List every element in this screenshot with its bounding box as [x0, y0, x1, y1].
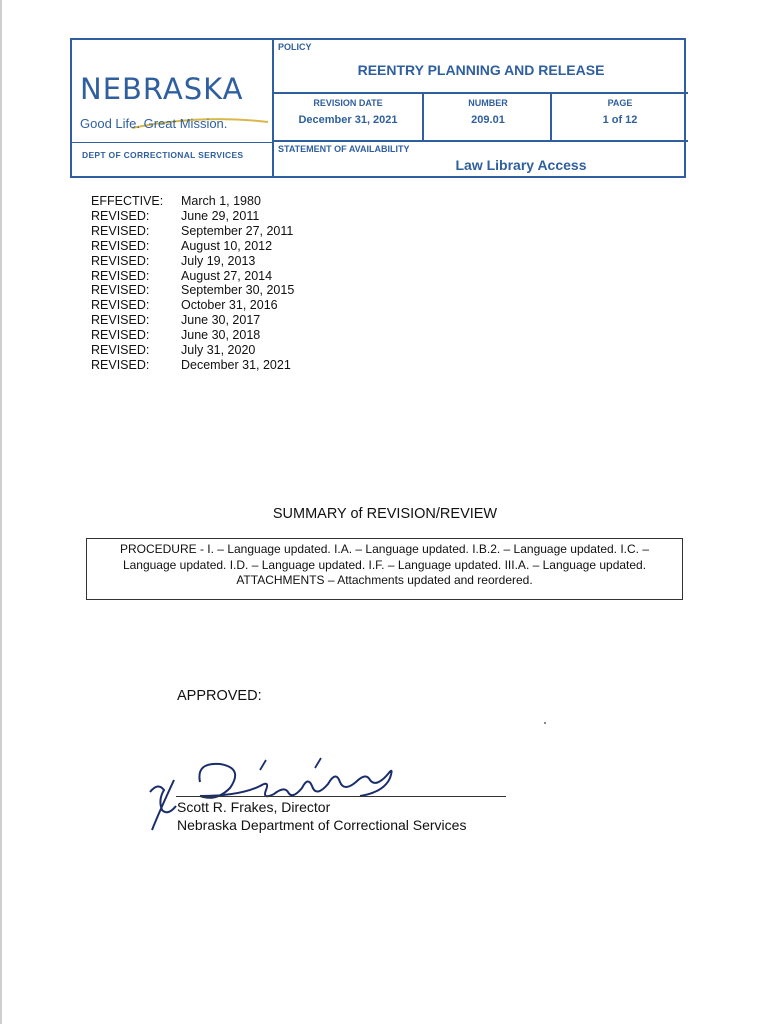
history-row: [91, 224, 294, 239]
logo-tagline: Good Life. Great Mission.: [80, 116, 228, 131]
policy-title: REENTRY PLANNING AND RELEASE: [357, 62, 605, 78]
summary-line: ATTACHMENTS – Attachments updated and reordered.: [236, 573, 533, 587]
history-date: March 1, 1980: [181, 194, 261, 208]
history-date: June 30, 2017: [181, 313, 261, 328]
summary-box: [86, 538, 683, 600]
summary-line: PROCEDURE - I. – Language updated. I.A. – Language updated. I.B.2. – Language updated. I.C. –: [119, 542, 650, 556]
policy-info: [272, 40, 688, 176]
page-value: 1 of 12: [602, 114, 638, 126]
history-row: [91, 298, 294, 313]
availability-value: Law Library Access: [455, 157, 587, 173]
revision-date-cell: [274, 94, 422, 140]
history-row: [91, 343, 294, 358]
history-label: REVISED:: [91, 238, 150, 253]
history-row: [91, 313, 294, 328]
availability-label: STATEMENT OF AVAILABILITY: [278, 144, 410, 154]
department-name: DEPT OF CORRECTIONAL SERVICES: [82, 150, 244, 160]
number-cell: [422, 94, 552, 140]
revision-date-value: December 31, 2021: [298, 114, 398, 126]
history-label: REVISED:: [91, 328, 150, 343]
history-row: [91, 194, 294, 209]
policy-label: POLICY: [278, 42, 312, 52]
nebraska-logo: NEBRASKA: [80, 72, 244, 106]
history-date: September 27, 2011: [181, 223, 294, 238]
policy-meta-row: [274, 92, 688, 142]
summary-line: Language updated. I.D. – Language updated. I.F. – Language updated. III.A. – Language updated.: [122, 557, 647, 572]
history-row: [91, 239, 294, 254]
signer-organization: Nebraska Department of Correctional Services: [177, 817, 467, 833]
history-row: [91, 209, 294, 224]
history-label: REVISED:: [91, 313, 150, 328]
summary-title: SUMMARY of REVISION/REVIEW: [272, 506, 498, 522]
signer-block: [177, 798, 466, 834]
scan-speck: [544, 722, 546, 724]
history-date: August 10, 2012: [181, 238, 273, 253]
signature-line: [176, 796, 506, 797]
history-label: REVISED:: [91, 268, 150, 283]
history-row: [91, 269, 294, 284]
history-date: June 30, 2018: [181, 328, 261, 343]
signer-name: Scott R. Frakes, Director: [177, 799, 331, 815]
history-date: September 30, 2015: [181, 283, 295, 298]
policy-header: [70, 38, 686, 178]
revision-history: [91, 194, 294, 373]
history-row: [91, 328, 294, 343]
history-label: REVISED:: [91, 253, 150, 268]
history-date: August 27, 2014: [181, 268, 273, 283]
page-label: PAGE: [607, 98, 633, 108]
number-value: 209.01: [471, 114, 505, 126]
approved-label: APPROVED:: [177, 688, 262, 704]
history-row: [91, 254, 294, 269]
history-label: REVISED:: [91, 208, 150, 223]
history-label: REVISED:: [91, 343, 150, 358]
number-label: NUMBER: [468, 98, 508, 108]
history-date: October 31, 2016: [181, 298, 278, 313]
revision-date-label: REVISION DATE: [313, 98, 383, 108]
history-label: REVISED:: [91, 357, 150, 372]
logo-divider: [72, 142, 272, 143]
logo-block: [72, 40, 272, 178]
history-label: REVISED:: [91, 283, 150, 298]
page-cell: [550, 94, 688, 140]
history-date: June 29, 2011: [181, 208, 260, 223]
history-date: July 31, 2020: [181, 343, 256, 358]
history-label: EFFECTIVE:: [91, 194, 164, 208]
history-date: December 31, 2021: [181, 357, 291, 372]
history-date: July 19, 2013: [181, 253, 256, 268]
history-row: [91, 358, 294, 373]
history-label: REVISED:: [91, 223, 150, 238]
history-label: REVISED:: [91, 298, 150, 313]
history-row: [91, 283, 294, 298]
